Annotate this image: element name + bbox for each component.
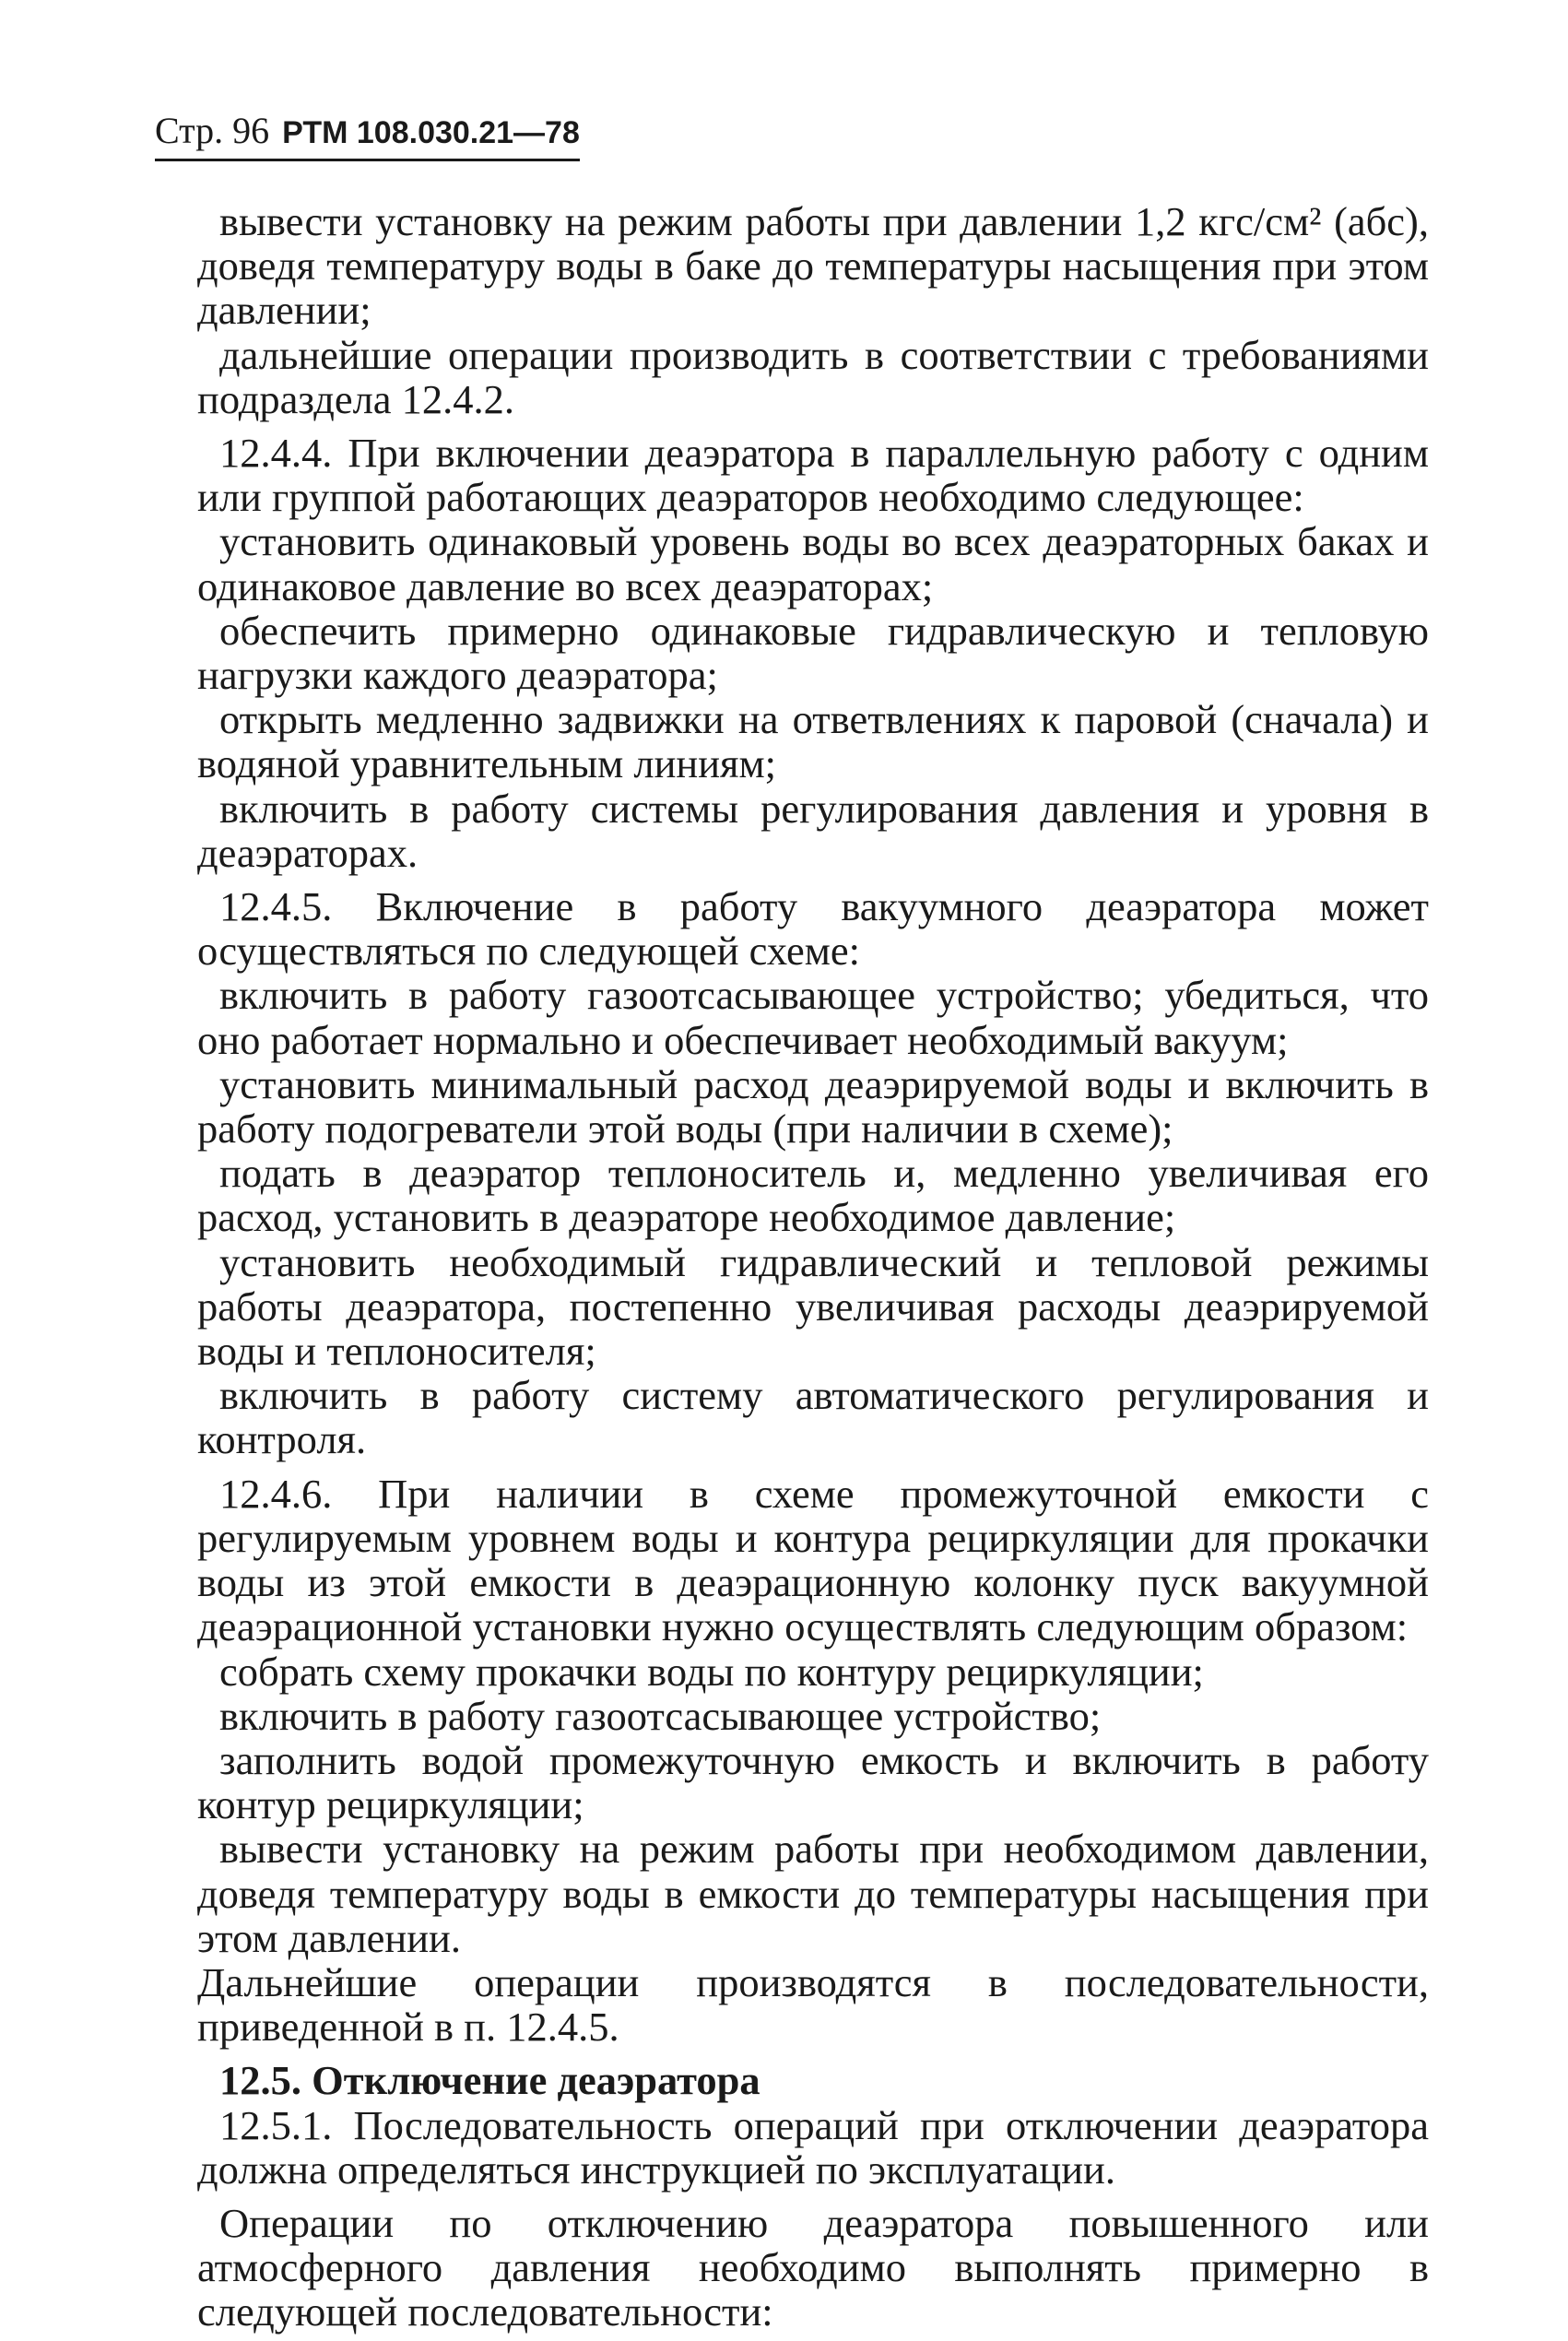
body-text — [197, 199, 1429, 2335]
paragraph-section-2: Операции по отключению деаэратора повышенного или атмосферного давления необходимо выполнять примерно в следующей последовательности: — [197, 2199, 1429, 2335]
paragraph-6: открыть медленно задвижки на ответвлениях к паровой (сначала) и водяной уравнительным линиям; — [197, 696, 1429, 787]
paragraph-1: вывести установку на режим работы при давлении 1,2 кгс/см² (абс), доведя температуру воды в баке до температуры насыщения при этом давлении; — [197, 198, 1429, 334]
section-heading: 12.5. Отключение деаэратора — [219, 2057, 760, 2104]
page-header — [155, 109, 580, 161]
paragraph-10: установить минимальный расход деаэрируемой воды и включить в работу подогреватели этой воды (при наличии в схеме); — [197, 1060, 1429, 1153]
paragraph-15: собрать схему прокачки воды по контуру рециркуляции; — [219, 1648, 1204, 1695]
clause-12-4-6: 12.4.6. При наличии в схеме промежуточной емкости с регулируемым уровнем воды и контура рециркуляции для прокачки воды из этой емкости в деаэрационную колонку пуск вакуумной деаэрационной установки нужно осуществлять следующим образом: — [197, 1470, 1429, 1650]
page-number: Стр. 96 — [155, 110, 270, 151]
paragraph-9: включить в работу газоотсасывающее устройство; убедиться, что оно работает нормально и обеспечивает необходимый вакуум; — [197, 972, 1429, 1063]
paragraph-11: подать в деаэратор теплоноситель и, медленно увеличивая его расход, установить в деаэраторе необходимое давление; — [197, 1150, 1429, 1241]
paragraph-5: обеспечить примерно одинаковые гидравлическую и тепловую нагрузки каждого деаэратора; — [197, 607, 1429, 699]
paragraph-16: включить в работу газоотсасывающее устройство; — [219, 1692, 1102, 1739]
paragraph-17: заполнить водой промежуточную емкость и включить в работу контур рециркуляции; — [197, 1736, 1429, 1828]
paragraph-13: включить в работу систему автоматического регулирования и контроля. — [197, 1372, 1429, 1463]
paragraph-7: включить в работу системы регулирования давления и уровня в деаэраторах. — [197, 785, 1429, 876]
paragraph-12: установить необходимый гидравлический и тепловой режимы работы деаэратора, постепенно увеличивая расходы деаэрируемой воды и теплоносителя; — [197, 1238, 1429, 1375]
paragraph-19: Дальнейшие операции производятся в последовательности, приведенной в п. 12.4.5. — [197, 1958, 1429, 2051]
paragraph-4: установить одинаковый уровень воды во всех деаэраторных баках и одинаковое давление во всех деаэраторах; — [197, 518, 1429, 609]
paragraph-2: дальнейшие операции производить в соответствии с требованиями подраздела 12.4.2. — [197, 331, 1429, 422]
clause-12-4-5: 12.4.5. Включение в работу вакуумного деаэратора может осуществляться по следующей схеме: — [197, 883, 1429, 975]
standard-code: РТМ 108.030.21—78 — [282, 115, 580, 150]
paragraph-18: вывести установку на режим работы при необходимом давлении, доведя температуру воды в емкости до температуры насыщения при этом давлении. — [197, 1826, 1429, 1961]
clause-12-5-1: 12.5.1. Последовательность операций при отключении деаэратора должна определяться инструкцией по эксплуатации. — [197, 2101, 1429, 2193]
clause-12-4-4: 12.4.4. При включении деаэратора в параллельную работу с одним или группой работающих деаэраторов необходимо следующее: — [197, 430, 1429, 521]
